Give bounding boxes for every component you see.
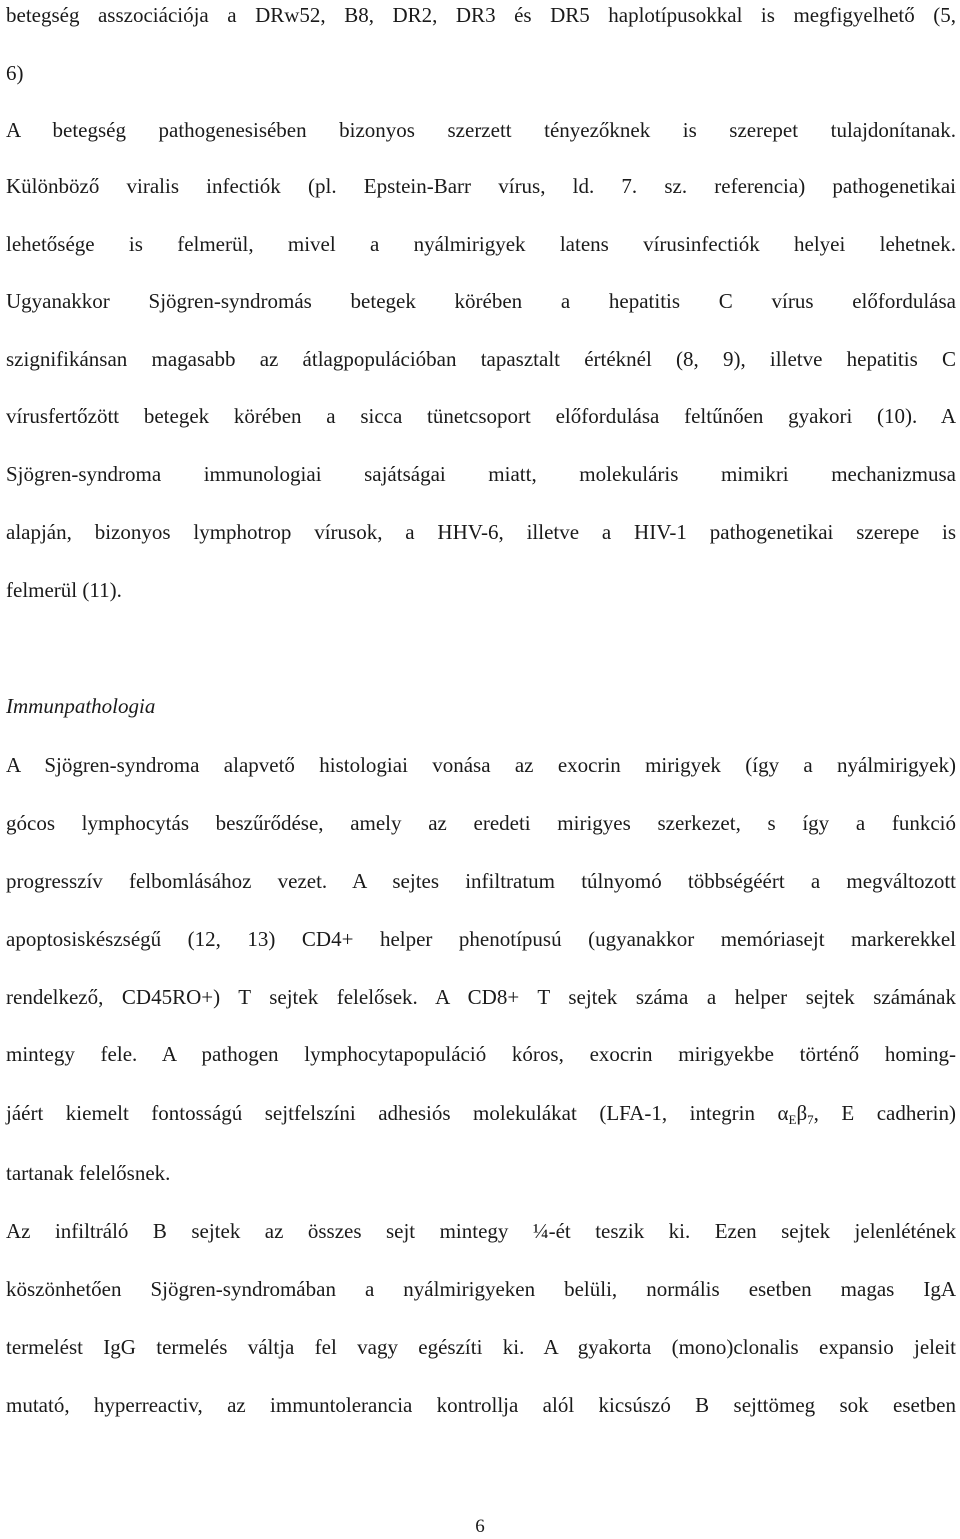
text-line: mintegy fele. A pathogen lymphocytapopuláció kóros, exocrin mirigyekbe történő homing- <box>6 1042 956 1066</box>
text-line: A Sjögren-syndroma alapvető histologiai vonása az exocrin mirigyek (így a nyálmirigyek) <box>6 753 956 777</box>
text-line: mutató, hyperreactiv, az immuntolerancia kontrollja alól kicsúszó B sejttömeg sok esetben <box>6 1393 956 1417</box>
text-line: betegség asszociációja a DRw52, B8, DR2, DR3 és DR5 haplotípusokkal is megfigyelhető (5, <box>6 3 956 27</box>
text-line-integrin <box>6 1099 956 1127</box>
text-line: rendelkező, CD45RO+) T sejtek felelősek. A CD8+ T sejtek száma a helper sejtek számának <box>6 985 956 1009</box>
text-line: A betegség pathogenesisében bizonyos szerzett tényezőknek is szerepet tulajdonítanak. <box>6 118 956 142</box>
text-run: jáért kiemelt fontosságú sejtfelszíni adhesiós molekulákat (LFA-1, integrin <box>6 1101 778 1125</box>
section-heading: Immunpathologia <box>6 694 156 718</box>
text-line: lehetősége is felmerül, mivel a nyálmirigyek latens vírusinfectiók helyei lehetnek. <box>6 232 956 256</box>
text-line: Sjögren-syndroma immunologiai sajátságai miatt, molekuláris mimikri mechanizmusa <box>6 462 956 486</box>
beta-subscript: 7 <box>807 1112 814 1127</box>
page-number: 6 <box>475 1516 485 1537</box>
alpha-subscript: E <box>788 1112 797 1127</box>
text-line: Az infiltráló B sejtek az összes sejt mintegy ¼-ét teszik ki. Ezen sejtek jelenlétének <box>6 1219 956 1243</box>
text-line: 6) <box>6 61 24 85</box>
text-line: tartanak felelősnek. <box>6 1161 171 1185</box>
text-line: progresszív felbomlásához vezet. A sejtes infiltratum túlnyomó többségéért a megváltozott <box>6 869 956 893</box>
beta-symbol: β <box>796 1101 808 1125</box>
text-line: Különböző viralis infectiók (pl. Epstein-Barr vírus, ld. 7. sz. referencia) pathogenetikai <box>6 174 956 198</box>
text-line: felmerül (11). <box>6 578 122 602</box>
text-line: köszönhetően Sjögren-syndromában a nyálmirigyeken belüli, normális esetben magas IgA <box>6 1277 956 1301</box>
text-line: szignifikánsan magasabb az átlagpopulációban tapasztalt értéknél (8, 9), illetve hepatitis C <box>6 347 956 371</box>
alpha-symbol: α <box>777 1101 789 1125</box>
text-run: , E cadherin) <box>813 1101 956 1125</box>
text-line: alapján, bizonyos lymphotrop vírusok, a HHV-6, illetve a HIV-1 pathogenetikai szerepe is <box>6 520 956 544</box>
text-line: gócos lymphocytás beszűrődése, amely az eredeti mirigyes szerkezet, s így a funkció <box>6 811 956 835</box>
text-line: vírusfertőzött betegek körében a sicca tünetcsoport előfordulása feltűnően gyakori (10). A <box>6 404 956 428</box>
text-line: apoptosiskészségű (12, 13) CD4+ helper phenotípusú (ugyanakkor memóriasejt markerekkel <box>6 927 956 951</box>
text-line: termelést IgG termelés váltja fel vagy egészíti ki. A gyakorta (mono)clonalis expansio jeleit <box>6 1335 956 1359</box>
text-line: Ugyanakkor Sjögren-syndromás betegek körében a hepatitis C vírus előfordulása <box>6 289 956 313</box>
